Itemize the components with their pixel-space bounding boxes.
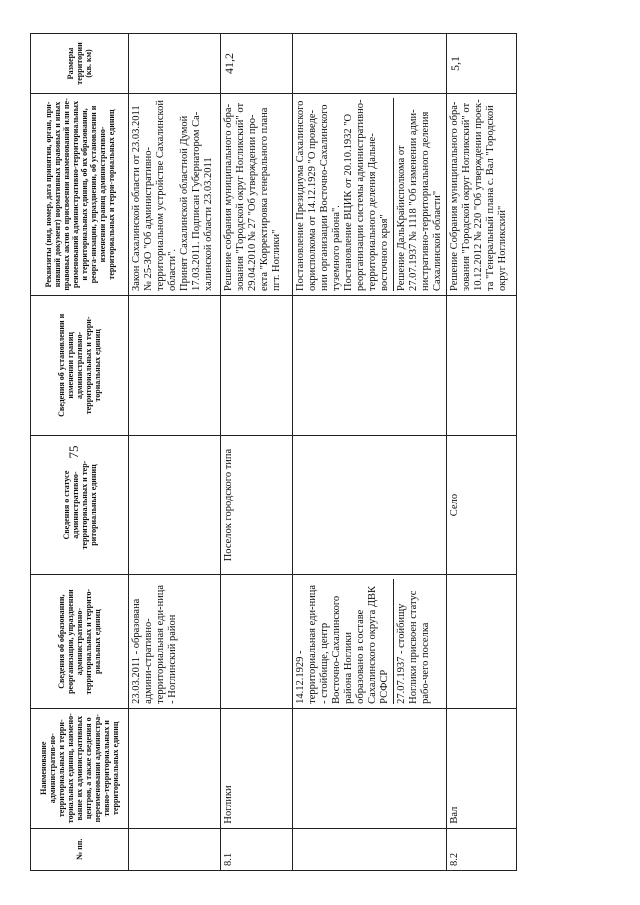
cell-status (293, 435, 447, 575)
formation-text-2: 27.07.1937 - стойбищу Ноглики присвоен статус рабо-чего поселка (393, 579, 432, 703)
cell-formation (447, 575, 517, 708)
cell-name: Вал (447, 708, 517, 828)
page-number: 75 (66, 445, 81, 459)
cell-borders (221, 295, 293, 435)
cell-requisites (447, 93, 517, 295)
cell-area: 5,1 (447, 34, 517, 94)
cell-name: Ноглики (221, 708, 293, 828)
formation-text: 23.03.2011 - образована админи-стративно-территориальная еди-ница - Ноглинский район (131, 584, 178, 704)
cell-number: 8.2 (447, 828, 517, 870)
cell-area: 41,2 (221, 34, 293, 94)
header-formation: Сведения об образовании, реорганизации, упразднении административно-территориальных и террито-риальных единиц (31, 575, 129, 708)
cell-formation (293, 575, 447, 708)
header-status: Сведения о статусе административно-территориальных и тер-риториальных единиц (31, 435, 129, 575)
requisites-text: Решение Собрания муниципального обра-зования "Городской округ Ногликский" от 10.12.2012 № 220 "Об утверждении проек-та "Генеральный плана с. Вал "Городской округ Ногликский" (449, 99, 508, 291)
requisites-text: Закон Сахалинской области от 23.03.2011 № 25-ЗО "Об административно-территориальном устройстве Сахалинской области". Принят Сахалинской областной Думой 17.03.2011. Подписан Губернатором Са-халинской области 23.03.2011 (131, 100, 214, 291)
header-requisites: Реквизиты (вид, номер, дата принятия, орган, при-нявший документ) нормативных правовых и иных правовых актов о присвоении наименований или пе-реименований административно-территориальных и территориальных единиц, об их образовании, реорга-низации, упразднении, об установлении и изменении границ административно-территориальных и терри-ториальных единиц (31, 93, 129, 295)
cell-area (129, 34, 221, 94)
cell-area (293, 34, 447, 94)
requisites-text: Постановление Президиума Сахалинского окрисполкома от 14.12.1929 "О проведе-нии организации Восточно-Сахалинского туземного района". Постановление ВЦИК от 20.10.1932 "О реорганизации системы административно-территориального деления Дальне-восточного края" (295, 99, 390, 291)
cell-number: 8.1 (221, 828, 293, 870)
formation-text: 14.12.1929 - территориальная еди-ница - стойбище, центр Восточно-Сахалинского района Ноглики образовано в составе Сахалинского округа ДВК РСФСР (295, 584, 390, 704)
cell-name (129, 708, 221, 828)
requisites-text-2: Решение ДальКрайисполкома от 27.07.1937 № 1118 "Об изменении адми-нистративно-территориального деления Сахалинской области" (393, 98, 444, 291)
table-row (447, 34, 517, 871)
cell-formation (129, 575, 221, 708)
requisites-text: Решение собрания муниципального обра-зования "Городской округ Ногликский" от 29.04.2010 № 27 "Об утверждении про-екта "Корректировка генерального плана пгт. Ноглики" (223, 102, 282, 291)
cell-borders (447, 295, 517, 435)
cell-requisites (293, 93, 447, 295)
cell-status: Село (447, 435, 517, 575)
table-row (221, 34, 293, 871)
cell-requisites (221, 93, 293, 295)
cell-status (129, 435, 221, 575)
table-row (293, 34, 447, 871)
header-name: Наименование административ-но-территориальных и терри-ториальных единиц, наимено-вание их административных центров, а также сведения о переименовании администра-тивно-территориальных и территориальных единиц (31, 708, 129, 828)
cell-formation (221, 575, 293, 708)
registry-table (30, 33, 517, 871)
cell-borders (129, 295, 221, 435)
table-header-row (31, 34, 129, 871)
header-number: № пп. (31, 828, 129, 870)
cell-status: Поселок городского типа (221, 435, 293, 575)
cell-borders (293, 295, 447, 435)
cell-name (293, 708, 447, 828)
cell-number (129, 828, 221, 870)
header-borders: Сведения об установлении и изменении границ административно-территориальных и терри-ториальных единиц (31, 295, 129, 435)
cell-requisites (129, 93, 221, 295)
registry-table-sheet (30, 33, 610, 871)
table-row (129, 34, 221, 871)
header-area: Размеры территории (кв. км) (31, 34, 129, 94)
cell-number (293, 828, 447, 870)
